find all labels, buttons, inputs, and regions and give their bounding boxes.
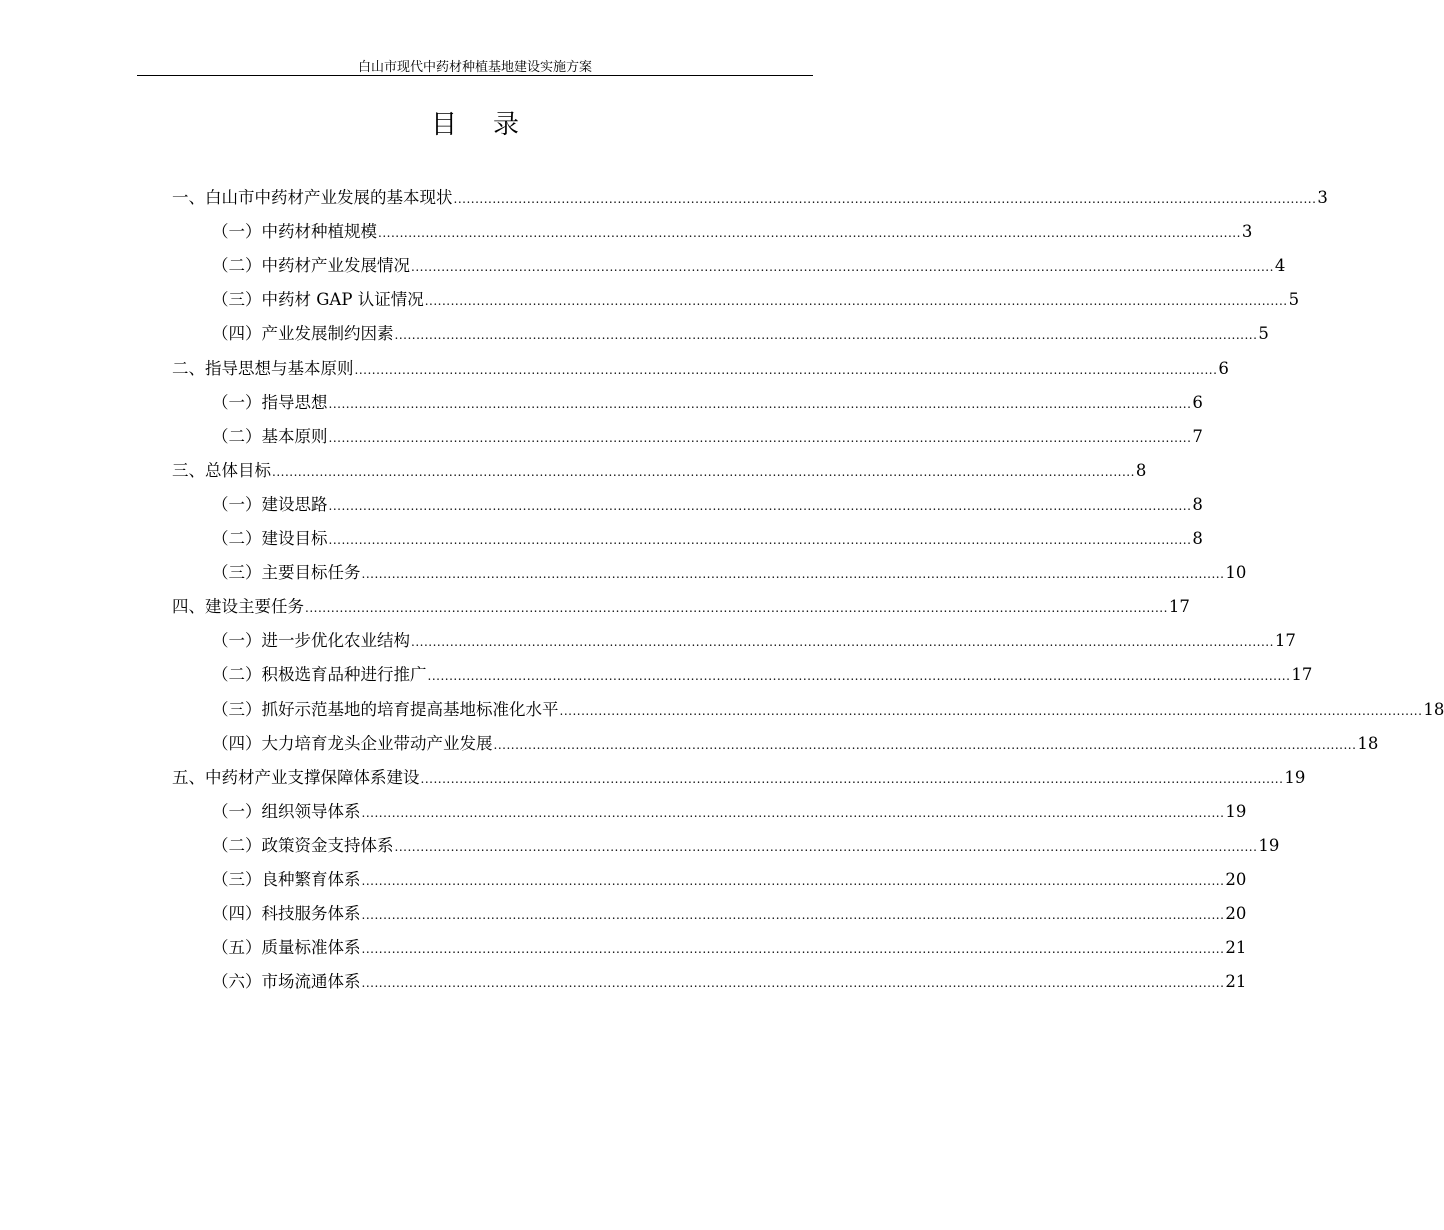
toc-entry[interactable] <box>212 492 1203 518</box>
toc-entry[interactable] <box>212 321 1269 347</box>
toc-page-number: 3 <box>1241 222 1253 242</box>
toc-entry-text: （二）基本原则 <box>212 426 328 446</box>
dot-leader: ........................................................................................................................................................................................................ <box>361 908 1225 923</box>
toc-entry-text: （五）质量标准体系 <box>212 938 361 958</box>
dot-leader: ........................................................................................................................................................................................................ <box>424 294 1288 309</box>
toc-entry-text: （三）中药材 GAP 认证情况 <box>212 290 424 310</box>
dot-leader: ........................................................................................................................................................................................................ <box>361 874 1225 888</box>
toc-entry-text: （三）主要目标任务 <box>212 563 361 583</box>
dot-leader: ........................................................................................................................................................................................................ <box>328 498 1192 513</box>
toc-entry[interactable] <box>212 799 1247 825</box>
toc-entry-text: （一）中药材种植规模 <box>212 222 377 242</box>
toc-entry[interactable] <box>212 901 1247 927</box>
toc-entry[interactable] <box>212 867 1247 893</box>
toc-page-number: 19 <box>1225 801 1247 821</box>
toc-entry-text: （一）建设思路 <box>212 494 328 514</box>
toc-entry-text: （二）积极选育品种进行推广 <box>212 665 427 685</box>
toc-entry-text: （二）政策资金支持体系 <box>212 835 394 855</box>
toc-entry-text: （二）建设目标 <box>212 529 328 548</box>
dot-leader: ........................................................................................................................................................................................................ <box>328 533 1192 547</box>
toc-entry-text: 二、指导思想与基本原则 <box>172 358 354 378</box>
dot-leader: ........................................................................................................................................................................................................ <box>420 771 1284 786</box>
toc-page-number: 19 <box>1258 835 1280 855</box>
toc-entry[interactable] <box>212 526 1203 552</box>
running-header: 白山市现代中药材种植基地建设实施方案 <box>357 60 592 75</box>
toc-entry[interactable] <box>172 356 1229 382</box>
toc-entry-text: （一）进一步优化农业结构 <box>212 631 410 651</box>
toc-entry-text: 五、中药材产业支撑保障体系建设 <box>172 767 420 787</box>
dot-leader: ........................................................................................................................................................................................................ <box>559 703 1423 718</box>
dot-leader: ........................................................................................................................................................................................................ <box>427 669 1291 684</box>
dot-leader: ........................................................................................................................................................................................................ <box>453 192 1317 206</box>
toc-entry[interactable] <box>212 833 1280 859</box>
toc-entry[interactable] <box>212 219 1253 245</box>
toc-page-number: 5 <box>1258 324 1269 344</box>
toc-page-number: 21 <box>1225 938 1247 958</box>
toc-entry-text: （三）抓好示范基地的培育提高基地标准化水平 <box>212 699 559 719</box>
toc-entry[interactable] <box>212 287 1300 313</box>
toc-page-number: 6 <box>1218 358 1229 378</box>
toc-page-number: 19 <box>1284 767 1306 787</box>
toc-entry[interactable] <box>172 458 1147 484</box>
dot-leader: ........................................................................................................................................................................................................ <box>361 976 1225 991</box>
toc-entry[interactable] <box>212 424 1203 450</box>
dot-leader: ........................................................................................................................................................................................................ <box>361 942 1225 957</box>
toc-page-number: 7 <box>1192 426 1203 446</box>
toc-page-number: 18 <box>1423 699 1444 719</box>
toc-entry-text: （六）市场流通体系 <box>212 972 361 992</box>
toc-entry[interactable] <box>212 662 1313 688</box>
dot-leader: ........................................................................................................................................................................................................ <box>328 396 1192 411</box>
toc-entry-text: （四）大力培育龙头企业带动产业发展 <box>212 733 493 753</box>
toc-page-number: 17 <box>1168 597 1190 617</box>
toc-page-number: 17 <box>1291 665 1313 685</box>
dot-leader: ........................................................................................................................................................................................................ <box>272 464 1135 479</box>
dot-leader: ........................................................................................................................................................................................................ <box>361 567 1225 582</box>
dot-leader: ........................................................................................................................................................................................................ <box>493 737 1357 752</box>
toc-entry-text: （三）良种繁育体系 <box>212 870 361 889</box>
toc-entry-text: （一）指导思想 <box>212 392 328 412</box>
toc-entry-text: 一、白山市中药材产业发展的基本现状 <box>172 188 453 207</box>
toc-page-number: 4 <box>1274 256 1286 276</box>
toc-page-number: 8 <box>1135 460 1147 480</box>
toc-entry-text: （一）组织领导体系 <box>212 801 361 821</box>
dot-leader: ........................................................................................................................................................................................................ <box>394 839 1258 854</box>
toc-page-number: 20 <box>1225 870 1247 889</box>
toc-entry[interactable] <box>212 697 1444 723</box>
toc-entry-text: （四）产业发展制约因素 <box>212 324 394 344</box>
dot-leader: ........................................................................................................................................................................................................ <box>328 430 1192 445</box>
toc-page-number: 18 <box>1357 733 1379 753</box>
toc-page-number: 17 <box>1274 631 1296 651</box>
toc-entry-text: （二）中药材产业发展情况 <box>212 256 410 276</box>
toc-entry-text: 四、建设主要任务 <box>172 597 304 617</box>
dot-leader: ........................................................................................................................................................................................................ <box>411 635 1274 650</box>
toc-entry[interactable] <box>212 390 1203 416</box>
toc-entry[interactable] <box>172 185 1328 211</box>
toc-entry[interactable] <box>172 594 1190 620</box>
toc-page-number: 10 <box>1225 563 1247 583</box>
toc-entry[interactable] <box>172 765 1306 791</box>
dot-leader: ........................................................................................................................................................................................................ <box>354 362 1218 377</box>
header-rule <box>137 75 813 76</box>
toc-entry[interactable] <box>212 628 1296 654</box>
dot-leader: ........................................................................................................................................................................................................ <box>411 260 1274 275</box>
toc-entry[interactable] <box>212 935 1247 961</box>
toc-page-number: 21 <box>1225 972 1247 992</box>
dot-leader: ........................................................................................................................................................................................................ <box>361 805 1225 820</box>
toc-entry[interactable] <box>212 560 1247 586</box>
toc-entry[interactable] <box>212 253 1286 279</box>
dot-leader: ........................................................................................................................................................................................................ <box>394 328 1258 343</box>
toc-entry[interactable] <box>212 969 1247 995</box>
dot-leader: ........................................................................................................................................................................................................ <box>378 226 1241 241</box>
dot-leader: ........................................................................................................................................................................................................ <box>305 601 1168 616</box>
toc-entry-text: 三、总体目标 <box>172 460 271 480</box>
toc-entry-text: （四）科技服务体系 <box>212 904 361 924</box>
toc-title: 目录 <box>430 110 555 140</box>
toc-entry[interactable] <box>212 731 1379 757</box>
toc-page-number: 8 <box>1192 529 1203 548</box>
toc-page-number: 8 <box>1192 494 1203 514</box>
toc-page-number: 20 <box>1225 904 1247 924</box>
toc-page-number: 5 <box>1288 290 1300 310</box>
toc-page-number: 3 <box>1317 188 1328 207</box>
toc-page-number: 6 <box>1192 392 1203 412</box>
